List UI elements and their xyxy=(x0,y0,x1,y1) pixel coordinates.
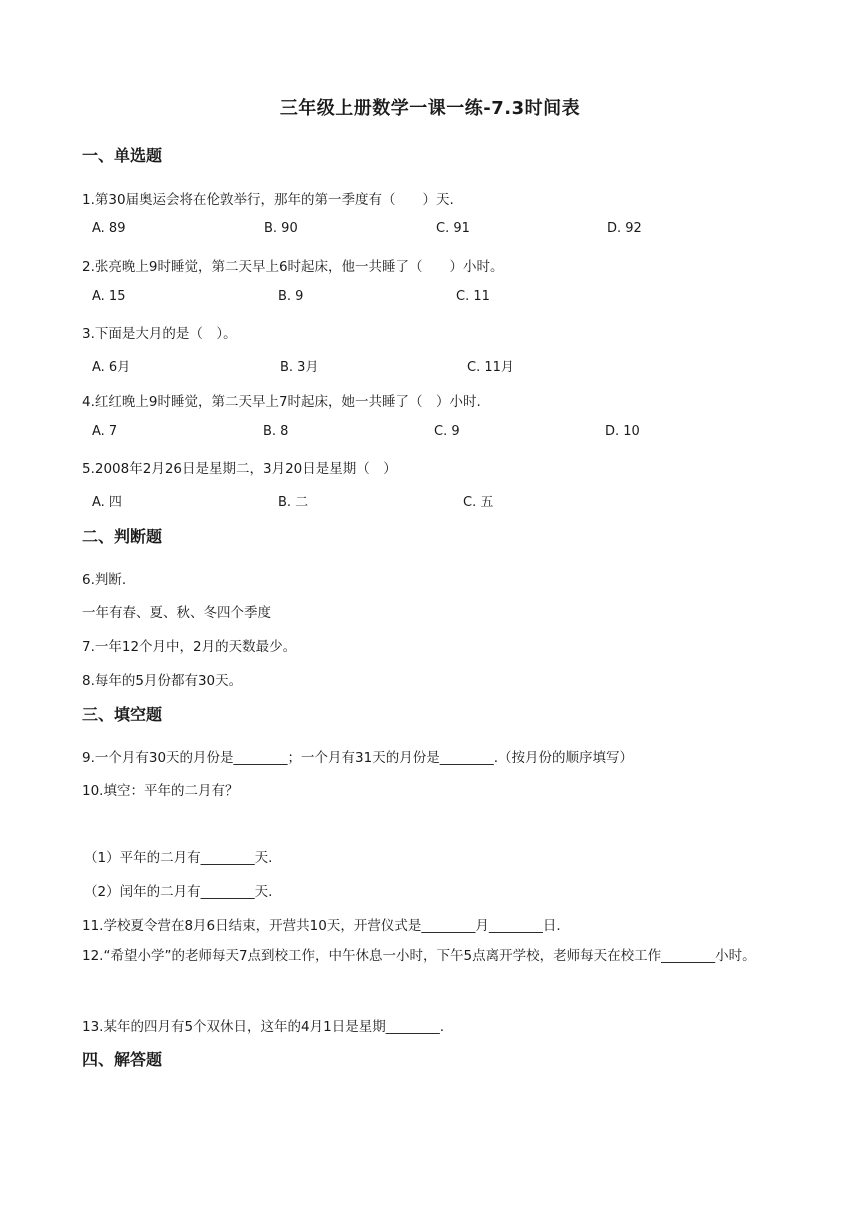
question-13: 13.某年的四月有5个双休日，这年的4月1日是星期________. xyxy=(82,1019,445,1035)
question-4-option-d: D. 10 xyxy=(605,424,640,439)
page-title: 三年级上册数学一课一练-7.3时间表 xyxy=(279,98,581,119)
question-5-option-a: A. 四 xyxy=(92,495,122,510)
question-4-option-a: A. 7 xyxy=(92,424,118,439)
section-heading-solve: 四、解答题 xyxy=(82,1050,163,1069)
section-heading-true-false: 二、判断题 xyxy=(82,527,163,546)
question-3-option-c: C. 11月 xyxy=(467,360,514,375)
question-4-option-b: B. 8 xyxy=(263,424,289,439)
question-7: 7.一年12个月中，2月的天数最少。 xyxy=(82,639,297,655)
question-12: 12.“希望小学”的老师每天7点到校工作，中午休息一小时，下午5点离开学校，老师每天在校工作________小时。 xyxy=(82,948,756,964)
question-5: 5.2008年2月26日是星期二，3月20日是星期（ ） xyxy=(82,461,397,477)
question-3-option-b: B. 3月 xyxy=(280,360,319,375)
question-1: 1.第30届奥运会将在伦敦举行，那年的第一季度有（ ）天. xyxy=(82,192,454,208)
question-6: 6.判断. xyxy=(82,572,127,588)
question-11: 11.学校夏令营在8月6日结束，开营共10天，开营仪式是________月________日. xyxy=(82,918,561,934)
question-1-option-a: A. 89 xyxy=(92,221,126,236)
question-5-option-c: C. 五 xyxy=(463,495,494,510)
question-1-option-b: B. 90 xyxy=(264,221,298,236)
question-2-option-b: B. 9 xyxy=(278,289,304,304)
question-10-part-2: （2）闰年的二月有________天. xyxy=(84,884,273,900)
section-heading-fill-blank: 三、填空题 xyxy=(82,705,163,724)
question-2-option-c: C. 11 xyxy=(456,289,490,304)
question-10: 10.填空：平年的二月有？ xyxy=(82,783,239,799)
question-6-statement: 一年有春、夏、秋、冬四个季度 xyxy=(82,605,271,621)
question-1-option-c: C. 91 xyxy=(436,221,470,236)
question-4: 4.红红晚上9时睡觉，第二天早上7时起床，她一共睡了（ ）小时. xyxy=(82,394,481,410)
question-5-option-b: B. 二 xyxy=(278,495,309,510)
question-2-option-a: A. 15 xyxy=(92,289,126,304)
question-3: 3.下面是大月的是（ ）。 xyxy=(82,326,237,342)
question-8: 8.每年的5月份都有30天。 xyxy=(82,673,243,689)
question-9: 9.一个月有30天的月份是________；一个月有31天的月份是________.（按月份的顺序填写） xyxy=(82,750,634,766)
question-1-option-d: D. 92 xyxy=(607,221,642,236)
question-4-option-c: C. 9 xyxy=(434,424,460,439)
question-3-option-a: A. 6月 xyxy=(92,360,131,375)
question-2: 2.张亮晚上9时睡觉，第二天早上6时起床，他一共睡了（ ）小时。 xyxy=(82,259,504,275)
question-10-part-1: （1）平年的二月有________天. xyxy=(84,850,273,866)
section-heading-single-choice: 一、单选题 xyxy=(82,146,163,165)
